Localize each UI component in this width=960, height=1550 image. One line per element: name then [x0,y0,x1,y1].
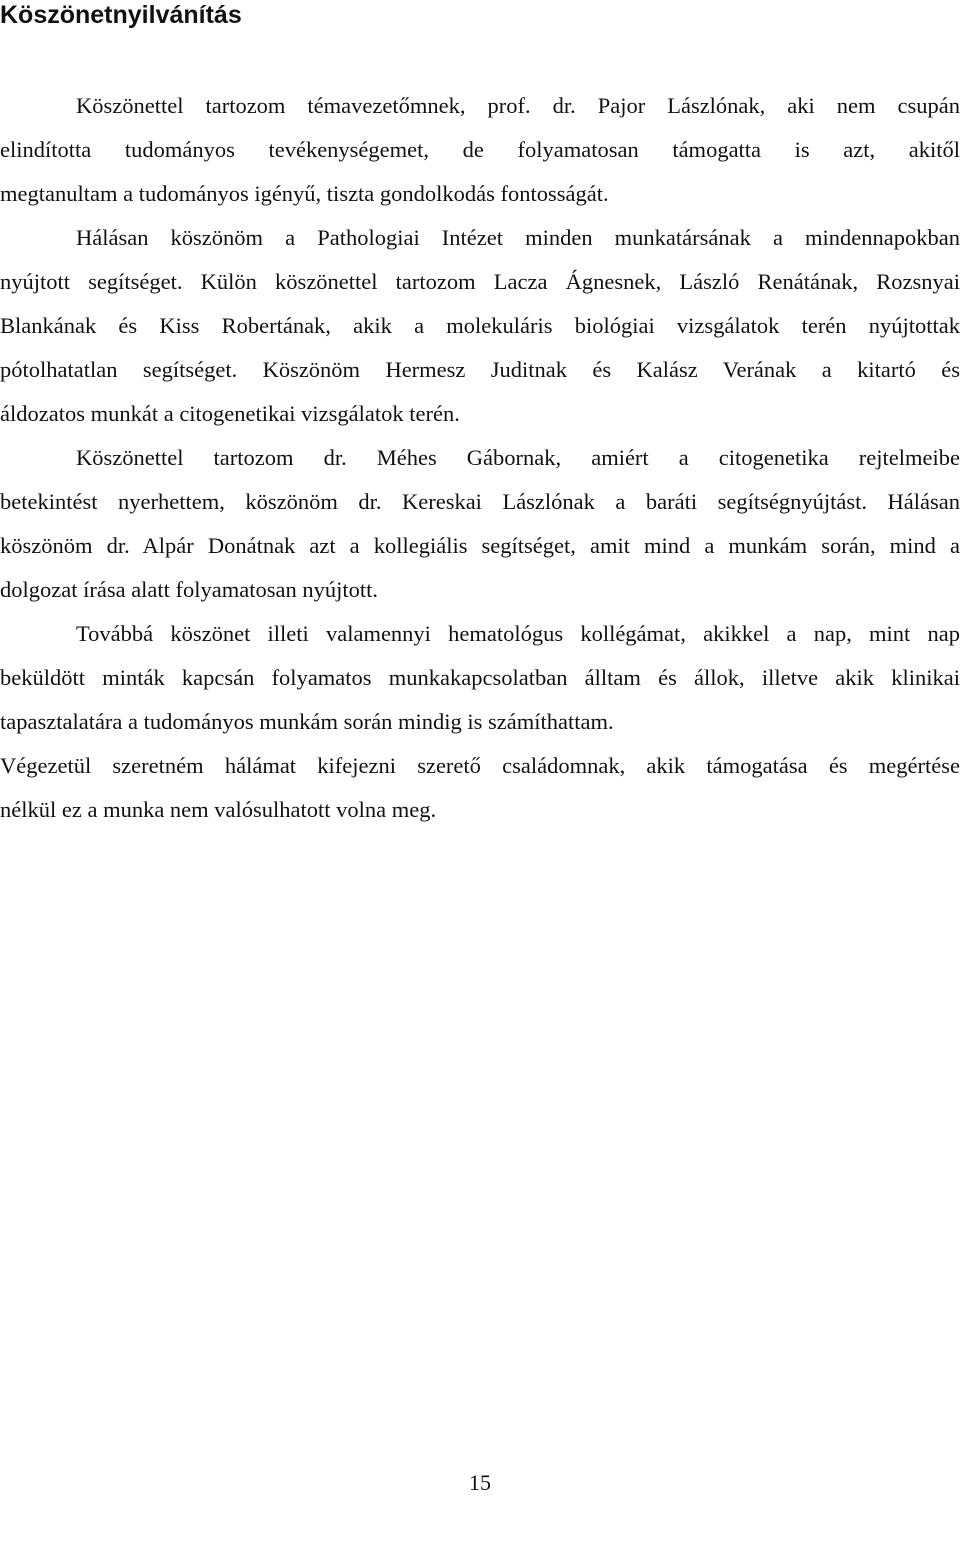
acknowledgement-body [0,84,960,832]
text-line: Blankának és Kiss Robertának, akik a molekuláris biológiai vizsgálatok terén nyújtottak [0,313,960,338]
text-line: elindította tudományos tevékenységemet, de folyamatosan támogatta is azt, akitől [0,137,960,162]
text-line: Továbbá köszönet illeti valamennyi hematológus kollégámat, akikkel a nap, mint nap [76,621,960,646]
page-number: 15 [469,1470,491,1495]
text-line: Köszönettel tartozom dr. Méhes Gábornak, amiért a citogenetika rejtelmeibe [76,445,960,470]
text-line: nélkül ez a munka nem valósulhatott volna meg. [0,797,437,822]
text-line: Hálásan köszönöm a Pathologiai Intézet minden munkatársának a mindennapokban [76,225,960,250]
text-line: pótolhatatlan segítséget. Köszönöm Hermesz Juditnak és Kalász Verának a kitartó és [0,357,960,382]
text-line: tapasztalatára a tudományos munkám során mindig is számíthattam. [0,709,614,734]
text-line: beküldött minták kapcsán folyamatos munkakapcsolatban álltam és állok, illetve akik klinikai [0,665,960,690]
text-line: áldozatos munkát a citogenetikai vizsgálatok terén. [0,401,460,426]
text-line: Végezetül szeretném hálámat kifejezni szerető családomnak, akik támogatása és megértése [0,753,960,778]
text-line: dolgozat írása alatt folyamatosan nyújtott. [0,577,379,602]
page-title: Köszönetnyilvánítás [0,1,242,29]
text-line: nyújtott segítséget. Külön köszönettel tartozom Lacza Ágnesnek, László Renátának, Rozsnyai [0,269,960,294]
text-line: Köszönettel tartozom témavezetőmnek, prof. dr. Pajor Lászlónak, aki nem csupán [76,93,960,118]
text-line: köszönöm dr. Alpár Donátnak azt a kollegiális segítséget, amit mind a munkám során, mind a [0,533,960,558]
text-line: megtanultam a tudományos igényű, tiszta gondolkodás fontosságát. [0,181,609,206]
text-line: betekintést nyerhettem, köszönöm dr. Kereskai Lászlónak a baráti segítségnyújtást. Hálásan [0,489,960,514]
